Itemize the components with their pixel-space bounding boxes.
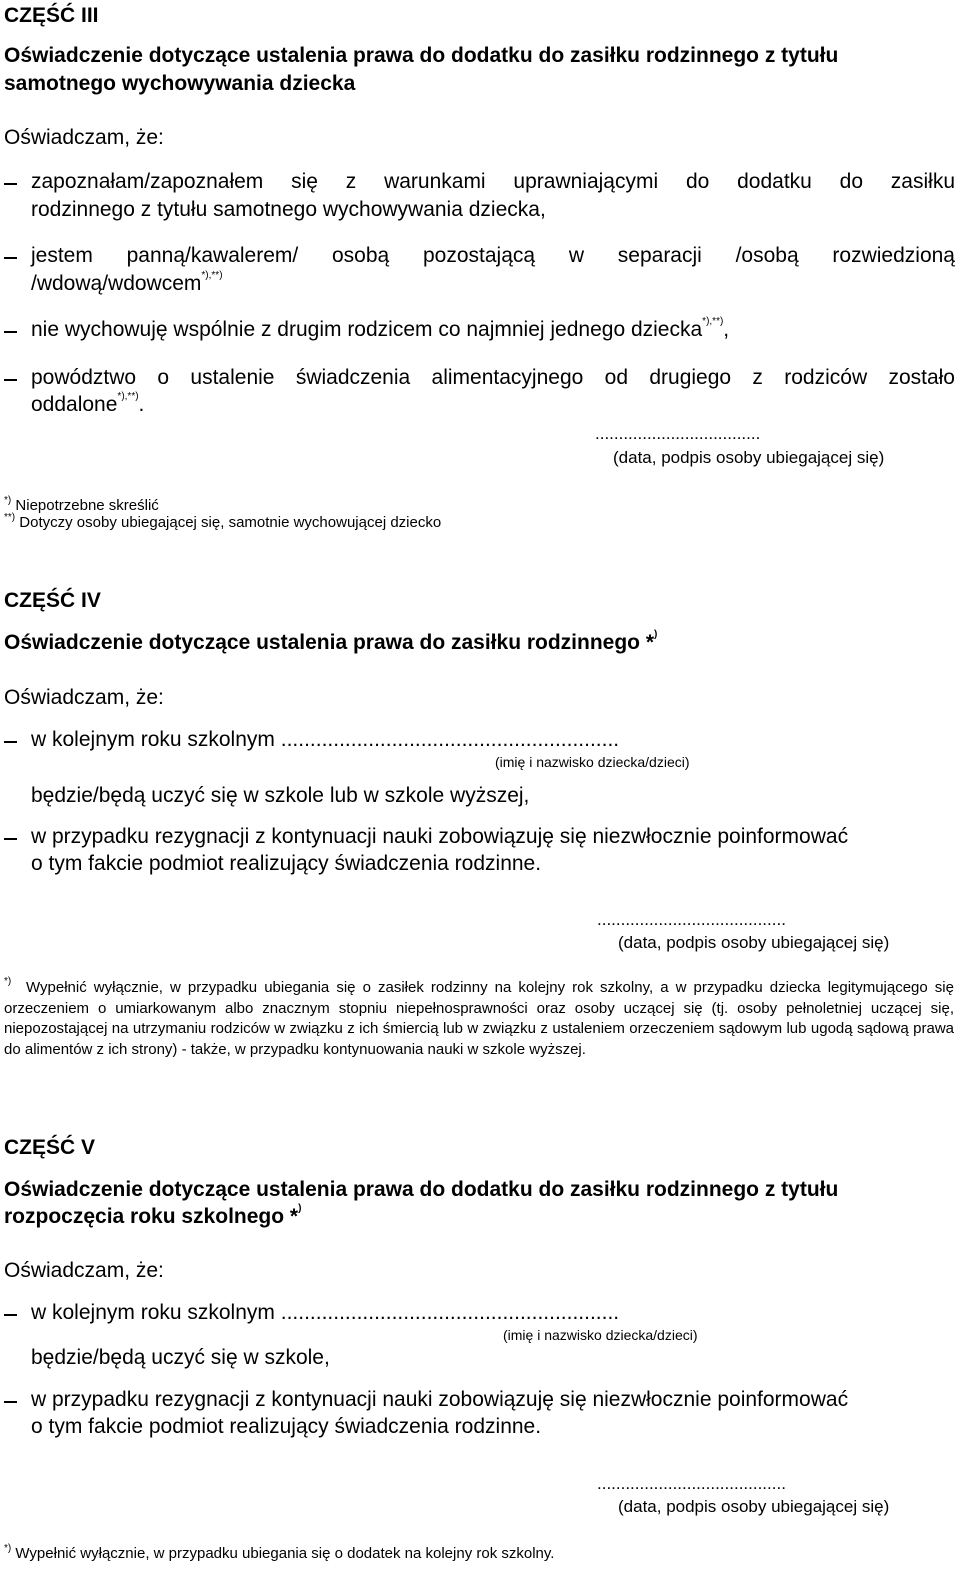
part3-item3: nie wychowuję wspólnie z drugim rodzicem co najmniej jednego dziecka*),**), <box>31 316 730 341</box>
part3-footnote-2: **) Dotyczy osoby ubiegającej się, samotnie wychowującej dziecko <box>4 512 442 531</box>
part4-declare: Oświadczam, że: <box>4 686 164 709</box>
signature-caption: (data, podpis osoby ubiegającej się) <box>618 933 890 952</box>
part4-item2-line1: w przypadku rezygnacji z kontynuacji nauki zobowiązuję się niezwłocznie poinformować <box>31 825 849 848</box>
footnote-ref: *),**) <box>117 391 139 402</box>
part3-item4-line1: powództwo o ustalenie świadczenia alimentacyjnego od drugiego z rodziców zostało <box>31 366 955 389</box>
part5-item1-caption: (imię i nazwisko dziecka/dzieci) <box>503 1327 698 1343</box>
part3-item1-line2: rodzinnego z tytułu samotnego wychowywania dziecka, <box>31 198 546 221</box>
part5-item1-continuation: będzie/będą uczyć się w szkole, <box>31 1346 330 1369</box>
part4-item1-continuation: będzie/będą uczyć się w szkole lub w szkole wyższej, <box>31 784 530 807</box>
part5-heading: CZĘŚĆ V <box>4 1136 96 1159</box>
part5-declare: Oświadczam, że: <box>4 1259 164 1282</box>
part3-item1-line1: zapoznałam/zapoznałem się z warunkami uprawniającymi do dodatku do zasiłku <box>31 170 955 193</box>
signature-caption: (data, podpis osoby ubiegającej się) <box>613 448 885 467</box>
bullet-dash <box>4 1401 17 1403</box>
part4-item1: w kolejnym roku szkolnym .......................................................... <box>31 728 620 751</box>
bullet-dash <box>4 257 17 259</box>
bullet-dash <box>4 741 17 743</box>
part4-item2-line2: o tym fakcie podmiot realizujący świadczenia rodzinne. <box>31 852 542 875</box>
footnote-ref: *),**) <box>702 316 724 327</box>
footnote-ref: *),**) <box>201 270 223 281</box>
bullet-dash <box>4 379 17 381</box>
part3-item2-line1: jestem panną/kawalerem/ osobą pozostającą w separacji /osobą rozwiedzioną <box>31 244 955 267</box>
part5-item1: w kolejnym roku szkolnym .......................................................... <box>31 1301 620 1324</box>
part5-footnote: *) Wypełnić wyłącznie, w przypadku ubiegania się o dodatek na kolejny rok szkolny. <box>4 1543 555 1562</box>
signature-line: ........................................ <box>597 910 786 929</box>
signature-line: ........................................ <box>597 1474 786 1493</box>
part5-item2-line1: w przypadku rezygnacji z kontynuacji nauki zobowiązuję się niezwłocznie poinformować <box>31 1388 849 1411</box>
part3-item2-line2: /wdową/wdowcem*),**) <box>31 270 223 295</box>
part3-declare: Oświadczam, że: <box>4 126 164 149</box>
part5-title-line2: rozpoczęcia roku szkolnego *) <box>4 1203 302 1228</box>
bullet-dash <box>4 838 17 840</box>
signature-line: ................................... <box>595 424 761 443</box>
part4-item1-caption: (imię i nazwisko dziecka/dzieci) <box>495 754 690 770</box>
part3-title-line2: samotnego wychowywania dziecka <box>4 72 356 95</box>
signature-caption: (data, podpis osoby ubiegającej się) <box>618 1497 890 1516</box>
bullet-dash <box>4 331 17 333</box>
part4-footnote-mark: *) <box>4 976 12 987</box>
part3-heading: CZĘŚĆ III <box>4 4 99 27</box>
part3-item4-line2: oddalone*),**). <box>31 391 145 416</box>
part3-footnote-1: *) Niepotrzebne skreślić <box>4 495 159 514</box>
bullet-dash <box>4 183 17 185</box>
part5-title-line1: Oświadczenie dotyczące ustalenia prawa do dodatku do zasiłku rodzinnego z tytułu <box>4 1178 839 1201</box>
bullet-dash <box>4 1314 17 1316</box>
part4-heading: CZĘŚĆ IV <box>4 589 101 612</box>
part3-title-line1: Oświadczenie dotyczące ustalenia prawa do dodatku do zasiłku rodzinnego z tytułu <box>4 44 839 67</box>
part5-item2-line2: o tym fakcie podmiot realizujący świadczenia rodzinne. <box>31 1415 542 1438</box>
part4-title: Oświadczenie dotyczące ustalenia prawa do zasiłku rodzinnego *) <box>4 629 658 654</box>
part4-footnote: Wypełnić wyłącznie, w przypadku ubiegania się o zasiłek rodzinny na kolejny rok szkolny, a w przypadku dziecka legitymującego się orzeczeniem o umiarkowanym albo znacznym stopniu niepełnosprawności oraz osoby uczącej się (tj. osoby pełnoletniej uczącej się, niepozostającej na utrzymaniu rodziców w związku z ich śmiercią lub w związku z ustaleniem orzeczeniem sądowym lub ugodą sądową prawa do alimentów z ich strony) - także, w przypadku kontynuowania nauki w szkole wyższej. <box>4 979 954 1058</box>
